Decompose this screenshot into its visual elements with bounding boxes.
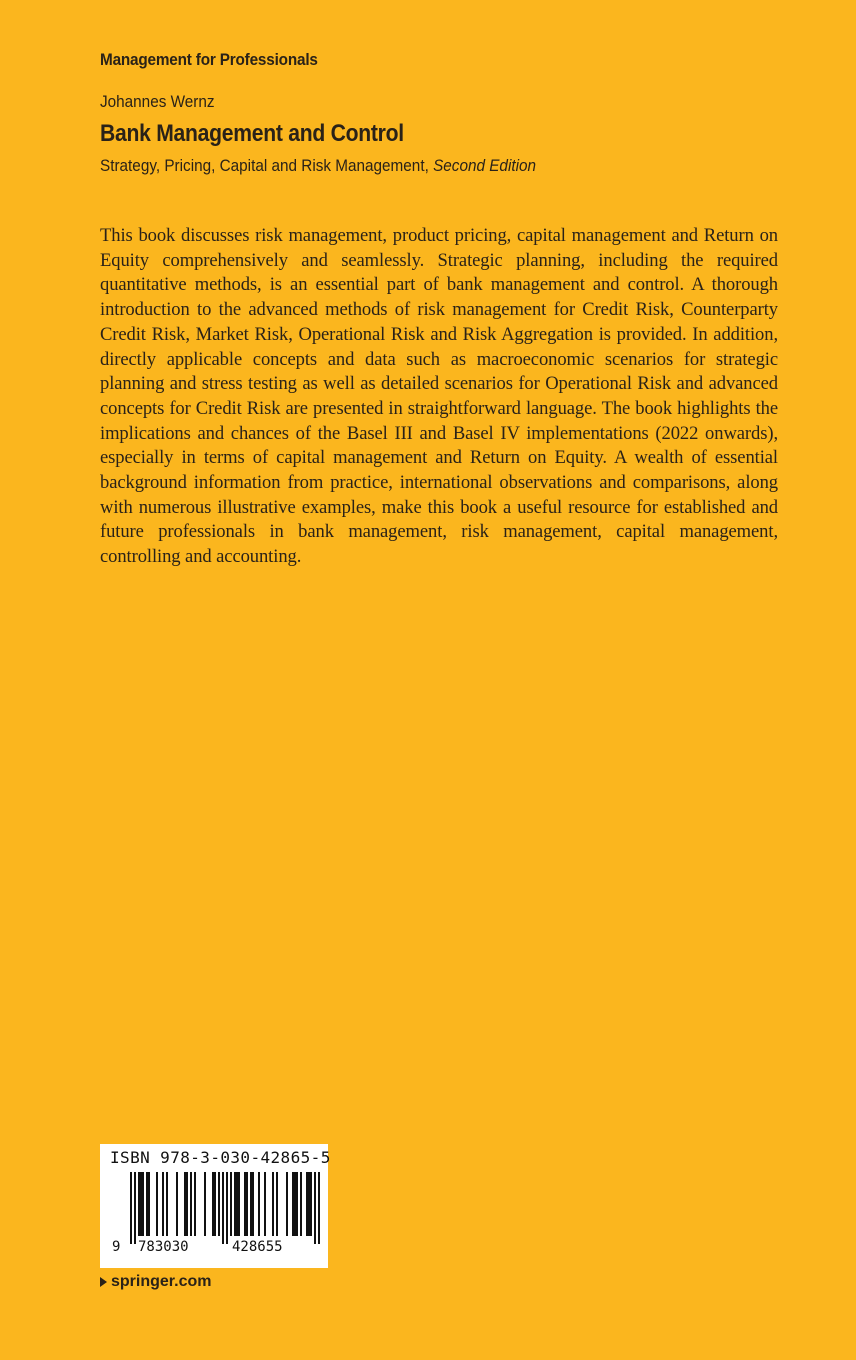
barcode-image xyxy=(100,1144,328,1268)
barcode-digit: 783030 xyxy=(138,1239,189,1255)
barcode-bar xyxy=(310,1172,312,1236)
barcode-bar xyxy=(306,1172,308,1236)
edition-label: Second Edition xyxy=(433,156,537,175)
barcode-bar xyxy=(258,1172,260,1236)
barcode-bar xyxy=(264,1172,266,1236)
barcode-bar xyxy=(212,1172,214,1236)
series-name: Management for Professionals xyxy=(100,50,318,69)
barcode-bar xyxy=(166,1172,168,1236)
arrow-right-icon xyxy=(100,1277,107,1287)
barcode-bar xyxy=(194,1172,196,1236)
barcode-bar xyxy=(300,1172,302,1236)
barcode-bar xyxy=(246,1172,248,1236)
barcode-bar xyxy=(184,1172,186,1236)
barcode-bar xyxy=(296,1172,298,1236)
barcode-bar xyxy=(138,1172,140,1236)
barcode-bar xyxy=(190,1172,192,1236)
barcode-bar xyxy=(308,1172,310,1236)
barcode-bar xyxy=(318,1172,320,1244)
barcode-bar xyxy=(294,1172,296,1236)
barcode-bar xyxy=(276,1172,278,1236)
barcode-bar xyxy=(314,1172,316,1244)
barcode-bar xyxy=(156,1172,158,1236)
barcode-bar xyxy=(204,1172,206,1236)
barcode-bar xyxy=(286,1172,288,1236)
barcode-bar xyxy=(214,1172,216,1236)
barcode-digit: 9 xyxy=(112,1239,121,1255)
author-name: Johannes Wernz xyxy=(100,92,215,111)
barcode-bar xyxy=(234,1172,236,1236)
publisher-link[interactable] xyxy=(100,1273,211,1291)
barcode-bar xyxy=(250,1172,252,1236)
isbn-label: ISBN 978-3-030-42865-5 xyxy=(110,1148,331,1167)
barcode-bar xyxy=(252,1172,254,1236)
subtitle-main: Strategy, Pricing, Capital and Risk Management, xyxy=(100,156,434,175)
barcode-bar xyxy=(148,1172,150,1236)
barcode-bar xyxy=(176,1172,178,1236)
book-subtitle xyxy=(100,156,536,176)
barcode-bar xyxy=(218,1172,220,1236)
barcode-bar xyxy=(244,1172,246,1236)
barcode-bar xyxy=(130,1172,132,1244)
barcode-bar xyxy=(140,1172,142,1236)
barcode-bar xyxy=(272,1172,274,1236)
barcode-bar xyxy=(222,1172,224,1244)
publisher-link-label: springer.com xyxy=(111,1273,212,1290)
barcode-bar xyxy=(230,1172,232,1236)
barcode-bar xyxy=(142,1172,144,1236)
barcode-digit: 428655 xyxy=(232,1239,283,1255)
barcode-bar xyxy=(186,1172,188,1236)
isbn-barcode-block xyxy=(100,1144,331,1268)
barcode-bar xyxy=(238,1172,240,1236)
barcode-bar xyxy=(292,1172,294,1236)
barcode-bar xyxy=(146,1172,148,1236)
barcode-bar xyxy=(226,1172,228,1244)
barcode-bar xyxy=(162,1172,164,1236)
barcode-bar xyxy=(236,1172,238,1236)
book-title: Bank Management and Control xyxy=(100,120,404,147)
barcode-bar xyxy=(134,1172,136,1244)
book-description: This book discusses risk management, product pricing, capital management and Return on Equity comprehensively and seamlessly. Strategic planning, including the required quantitative methods, is an essential part of bank management and control. A thorough introduction to the advanced methods of risk management for Credit Risk, Counterparty Credit Risk, Market Risk, Operational Risk and Risk Aggregation is provided. In addition, directly applicable concepts and data such as macroeconomic scenarios for strategic planning and stress testing as well as detailed scenarios for Operational Risk and advanced concepts for Credit Risk are presented in straightforward language. The book highlights the implications and chances of the Basel III and Basel IV implementations (2022 onwards), especially in terms of capital management and Return on Equity. A wealth of essential background information from practice, international observations and comparisons, along with numerous illustrative examples, make this book a useful resource for established and future professionals in bank management, risk management, capital management, controlling and accounting. xyxy=(100,225,778,568)
